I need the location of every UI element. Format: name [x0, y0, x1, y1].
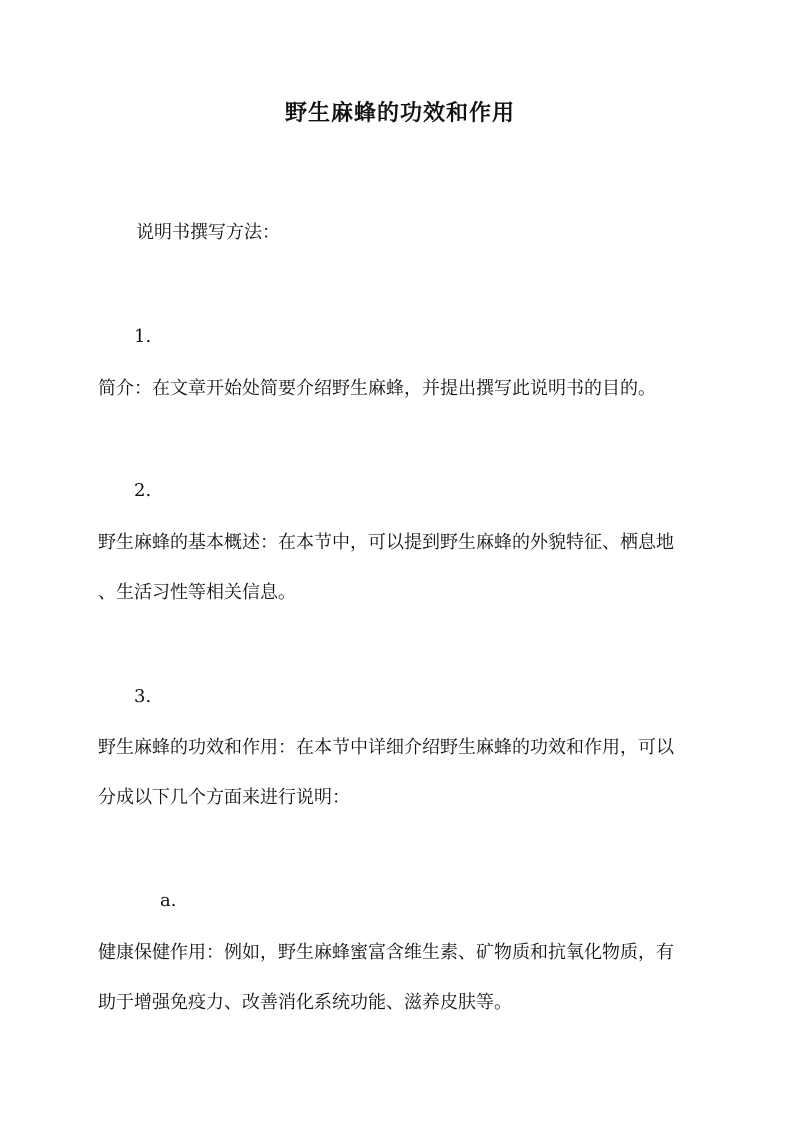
- item-a-line-1: 健康保健作用：例如，野生麻蜂蜜富含维生素、矿物质和抗氧化物质，有: [98, 942, 674, 963]
- item-a-line-2: 助于增强免疫力、改善消化系统功能、滋养皮肤等。: [98, 992, 512, 1013]
- item-1-line-1: 简介：在文章开始处简要介绍野生麻蜂，并提出撰写此说明书的目的。: [98, 378, 656, 399]
- item-marker-2: 2.: [134, 480, 152, 501]
- item-marker-1: 1.: [134, 326, 152, 347]
- item-3-line-1: 野生麻蜂的功效和作用：在本节中详细介绍野生麻蜂的功效和作用，可以: [98, 737, 674, 758]
- item-marker-3: 3.: [134, 686, 152, 707]
- document-title: 野生麻蜂的功效和作用: [284, 100, 515, 126]
- item-marker-a: a.: [160, 890, 177, 911]
- item-3-line-2: 分成以下几个方面来进行说明：: [98, 787, 350, 808]
- item-2-line-1: 野生麻蜂的基本概述：在本节中，可以提到野生麻蜂的外貌特征、栖息地: [98, 532, 674, 553]
- intro-heading: 说明书撰写方法：: [136, 222, 280, 243]
- item-2-line-2: 、生活习性等相关信息。: [98, 582, 296, 603]
